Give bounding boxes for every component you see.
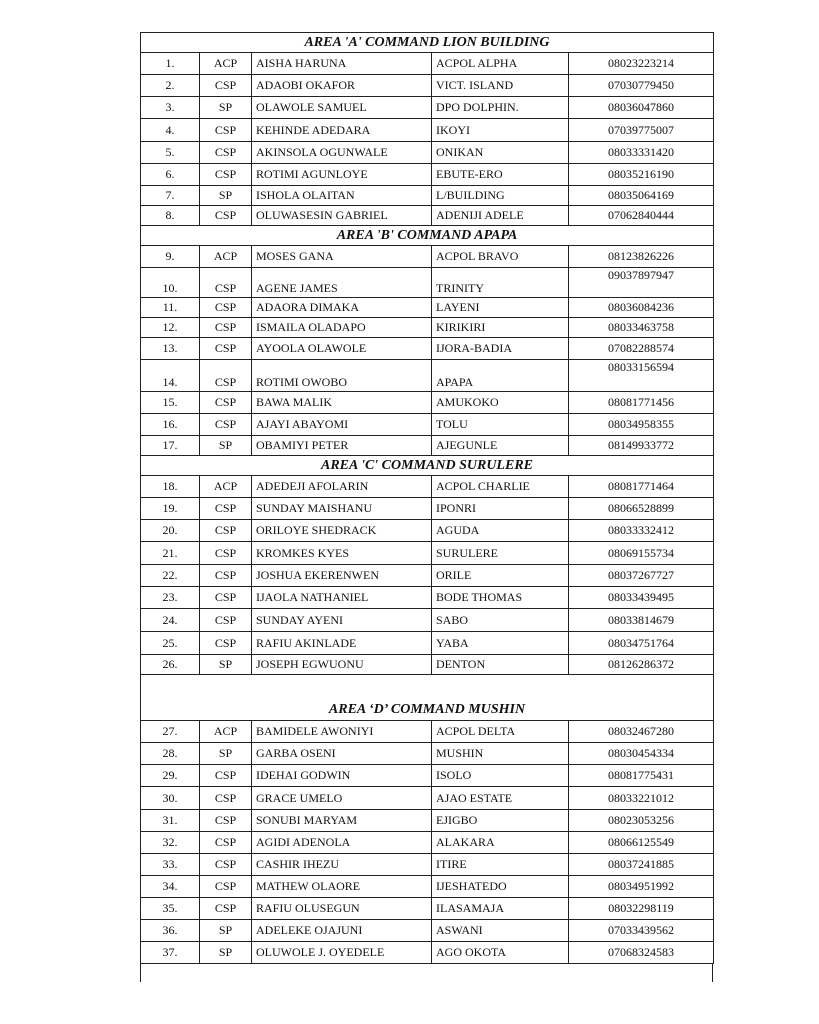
rank-cell: CSP: [200, 609, 252, 632]
rank-cell: CSP: [200, 898, 252, 920]
serial-number-cell: 37.: [141, 942, 200, 964]
station-cell: DPO DOLPHIN.: [432, 97, 569, 119]
phone-number-cell: 07039775007: [569, 119, 714, 142]
phone-number-cell: 08032467280: [569, 721, 714, 743]
rank-cell: ACP: [200, 53, 252, 75]
officer-name-cell: ADAORA DIMAKA: [252, 298, 432, 318]
rank-cell: ACP: [200, 476, 252, 498]
rank-cell: CSP: [200, 206, 252, 226]
table-row: [141, 587, 714, 609]
phone-number-cell: 07068324583: [569, 942, 714, 964]
table-row: [141, 810, 714, 832]
officer-name-cell: RAFIU OLUSEGUN: [252, 898, 432, 920]
serial-number-cell: 29.: [141, 765, 200, 787]
rank-cell: ACP: [200, 246, 252, 268]
rank-cell: SP: [200, 655, 252, 675]
serial-number-cell: 27.: [141, 721, 200, 743]
officer-name-cell: ROTIMI AGUNLOYE: [252, 164, 432, 186]
phone-number-cell: 08034951992: [569, 876, 714, 898]
rank-cell: CSP: [200, 876, 252, 898]
phone-number-cell: 08037241885: [569, 854, 714, 876]
phone-number-cell: 08123826226: [569, 246, 714, 268]
station-cell: ACPOL ALPHA: [432, 53, 569, 75]
serial-number-cell: 36.: [141, 920, 200, 942]
serial-number-cell: 16.: [141, 414, 200, 436]
serial-number-cell: 5.: [141, 142, 200, 164]
table-row: [141, 97, 714, 119]
phone-number-cell: 08126286372: [569, 655, 714, 675]
phone-number-cell: 08023053256: [569, 810, 714, 832]
station-cell: ACPOL DELTA: [432, 721, 569, 743]
roster-table: [140, 32, 714, 964]
serial-number-cell: 9.: [141, 246, 200, 268]
rank-cell: CSP: [200, 164, 252, 186]
section-title: AREA ‘D’ COMMAND MUSHIN: [141, 675, 714, 721]
phone-number-cell: 08033814679: [569, 609, 714, 632]
rank-cell: CSP: [200, 498, 252, 520]
rank-cell: SP: [200, 186, 252, 206]
phone-number-cell: 08032298119: [569, 898, 714, 920]
station-cell: LAYENI: [432, 298, 569, 318]
rank-cell: CSP: [200, 587, 252, 609]
serial-number-cell: 23.: [141, 587, 200, 609]
serial-number-cell: 21.: [141, 542, 200, 565]
officer-name-cell: AGENE JAMES: [252, 268, 432, 298]
table-row: [141, 520, 714, 542]
officer-name-cell: ISHOLA OLAITAN: [252, 186, 432, 206]
station-cell: TRINITY: [432, 268, 569, 298]
officer-name-cell: OLUWASESIN GABRIEL: [252, 206, 432, 226]
rank-cell: CSP: [200, 632, 252, 655]
officer-name-cell: RAFIU AKINLADE: [252, 632, 432, 655]
rank-cell: CSP: [200, 414, 252, 436]
officer-name-cell: SONUBI MARYAM: [252, 810, 432, 832]
serial-number-cell: 17.: [141, 436, 200, 456]
station-cell: ASWANI: [432, 920, 569, 942]
table-row: [141, 186, 714, 206]
table-row: [141, 392, 714, 414]
rank-cell: CSP: [200, 542, 252, 565]
serial-number-cell: 26.: [141, 655, 200, 675]
officer-name-cell: GARBA OSENI: [252, 743, 432, 765]
rank-cell: CSP: [200, 142, 252, 164]
section-title: AREA 'B' COMMAND APAPA: [141, 226, 714, 246]
phone-number-cell: 07082288574: [569, 338, 714, 360]
officer-name-cell: AYOOLA OLAWOLE: [252, 338, 432, 360]
phone-number-cell: 08149933772: [569, 436, 714, 456]
rank-cell: SP: [200, 942, 252, 964]
table-row: [141, 246, 714, 268]
table-row: [141, 338, 714, 360]
section-title: AREA 'C' COMMAND SURULERE: [141, 456, 714, 476]
table-row: [141, 164, 714, 186]
phone-number-cell: 08035216190: [569, 164, 714, 186]
serial-number-cell: 11.: [141, 298, 200, 318]
station-cell: AMUKOKO: [432, 392, 569, 414]
rank-cell: SP: [200, 743, 252, 765]
officer-name-cell: OLUWOLE J. OYEDELE: [252, 942, 432, 964]
station-cell: ADENIJI ADELE: [432, 206, 569, 226]
rank-cell: CSP: [200, 392, 252, 414]
officer-name-cell: ADEDEJI AFOLARIN: [252, 476, 432, 498]
phone-number-cell: 08034958355: [569, 414, 714, 436]
station-cell: TOLU: [432, 414, 569, 436]
phone-number-cell: 08023223214: [569, 53, 714, 75]
station-cell: AGO OKOTA: [432, 942, 569, 964]
phone-number-cell: 08033463758: [569, 318, 714, 338]
phone-number-cell: 07030779450: [569, 75, 714, 97]
rank-cell: CSP: [200, 298, 252, 318]
serial-number-cell: 14.: [141, 360, 200, 392]
phone-number-cell: 08081771456: [569, 392, 714, 414]
table-row: [141, 476, 714, 498]
phone-number-cell: 07062840444: [569, 206, 714, 226]
officer-name-cell: IJAOLA NATHANIEL: [252, 587, 432, 609]
serial-number-cell: 34.: [141, 876, 200, 898]
table-row: [141, 75, 714, 97]
section-header-row: [141, 33, 714, 53]
serial-number-cell: 3.: [141, 97, 200, 119]
officer-name-cell: AKINSOLA OGUNWALE: [252, 142, 432, 164]
table-row: [141, 53, 714, 75]
serial-number-cell: 35.: [141, 898, 200, 920]
rank-cell: CSP: [200, 520, 252, 542]
table-row: [141, 436, 714, 456]
table-row: [141, 565, 714, 587]
station-cell: YABA: [432, 632, 569, 655]
phone-number-cell: 08066528899: [569, 498, 714, 520]
table-row: [141, 876, 714, 898]
serial-number-cell: 4.: [141, 119, 200, 142]
officer-name-cell: AISHA HARUNA: [252, 53, 432, 75]
station-cell: ACPOL CHARLIE: [432, 476, 569, 498]
station-cell: L/BUILDING: [432, 186, 569, 206]
officer-name-cell: ADELEKE OJAJUNI: [252, 920, 432, 942]
serial-number-cell: 2.: [141, 75, 200, 97]
command-roster-table: [140, 32, 713, 964]
table-row: [141, 268, 714, 298]
rank-cell: SP: [200, 436, 252, 456]
phone-number-cell: 08034751764: [569, 632, 714, 655]
table-row: [141, 119, 714, 142]
officer-name-cell: BAWA MALIK: [252, 392, 432, 414]
serial-number-cell: 31.: [141, 810, 200, 832]
officer-name-cell: ADAOBI OKAFOR: [252, 75, 432, 97]
section-header-row: [141, 226, 714, 246]
officer-name-cell: ISMAILA OLADAPO: [252, 318, 432, 338]
phone-number-cell: 07033439562: [569, 920, 714, 942]
section-header-row: [141, 456, 714, 476]
rank-cell: CSP: [200, 832, 252, 854]
serial-number-cell: 10.: [141, 268, 200, 298]
station-cell: ALAKARA: [432, 832, 569, 854]
station-cell: AJEGUNLE: [432, 436, 569, 456]
station-cell: SABO: [432, 609, 569, 632]
rank-cell: SP: [200, 97, 252, 119]
station-cell: IPONRI: [432, 498, 569, 520]
serial-number-cell: 20.: [141, 520, 200, 542]
officer-name-cell: CASHIR IHEZU: [252, 854, 432, 876]
section-header-row: [141, 675, 714, 721]
phone-number-cell: 08037267727: [569, 565, 714, 587]
table-row: [141, 898, 714, 920]
serial-number-cell: 24.: [141, 609, 200, 632]
station-cell: EJIGBO: [432, 810, 569, 832]
table-row: [141, 743, 714, 765]
phone-number-cell: 08033156594: [569, 360, 714, 392]
rank-cell: CSP: [200, 810, 252, 832]
serial-number-cell: 22.: [141, 565, 200, 587]
table-row: [141, 942, 714, 964]
station-cell: ITIRE: [432, 854, 569, 876]
phone-number-cell: 08069155734: [569, 542, 714, 565]
serial-number-cell: 15.: [141, 392, 200, 414]
phone-number-cell: 08081771464: [569, 476, 714, 498]
officer-name-cell: MOSES GANA: [252, 246, 432, 268]
phone-number-cell: 08081775431: [569, 765, 714, 787]
officer-name-cell: KEHINDE ADEDARA: [252, 119, 432, 142]
phone-number-cell: 09037897947: [569, 268, 714, 298]
rank-cell: ACP: [200, 721, 252, 743]
station-cell: EBUTE-ERO: [432, 164, 569, 186]
officer-name-cell: JOSHUA EKERENWEN: [252, 565, 432, 587]
officer-name-cell: IDEHAI GODWIN: [252, 765, 432, 787]
serial-number-cell: 32.: [141, 832, 200, 854]
table-row: [141, 142, 714, 164]
serial-number-cell: 6.: [141, 164, 200, 186]
serial-number-cell: 13.: [141, 338, 200, 360]
rank-cell: CSP: [200, 765, 252, 787]
table-row: [141, 765, 714, 787]
station-cell: ACPOL BRAVO: [432, 246, 569, 268]
officer-name-cell: SUNDAY AYENI: [252, 609, 432, 632]
rank-cell: CSP: [200, 565, 252, 587]
phone-number-cell: 08033221012: [569, 787, 714, 810]
officer-name-cell: KROMKES KYES: [252, 542, 432, 565]
station-cell: AJAO ESTATE: [432, 787, 569, 810]
rank-cell: SP: [200, 920, 252, 942]
table-row: [141, 414, 714, 436]
rank-cell: CSP: [200, 119, 252, 142]
officer-name-cell: JOSEPH EGWUONU: [252, 655, 432, 675]
phone-number-cell: 08036047860: [569, 97, 714, 119]
table-row: [141, 832, 714, 854]
table-row: [141, 854, 714, 876]
serial-number-cell: 33.: [141, 854, 200, 876]
table-row: [141, 609, 714, 632]
table-row: [141, 787, 714, 810]
station-cell: VICT. ISLAND: [432, 75, 569, 97]
serial-number-cell: 1.: [141, 53, 200, 75]
officer-name-cell: AGIDI ADENOLA: [252, 832, 432, 854]
officer-name-cell: ROTIMI OWOBO: [252, 360, 432, 392]
table-row: [141, 206, 714, 226]
station-cell: IJESHATEDO: [432, 876, 569, 898]
serial-number-cell: 18.: [141, 476, 200, 498]
rank-cell: CSP: [200, 338, 252, 360]
table-row: [141, 721, 714, 743]
serial-number-cell: 28.: [141, 743, 200, 765]
station-cell: ORILE: [432, 565, 569, 587]
rank-cell: CSP: [200, 787, 252, 810]
table-row: [141, 498, 714, 520]
station-cell: DENTON: [432, 655, 569, 675]
phone-number-cell: 08030454334: [569, 743, 714, 765]
rank-cell: CSP: [200, 318, 252, 338]
station-cell: MUSHIN: [432, 743, 569, 765]
serial-number-cell: 25.: [141, 632, 200, 655]
serial-number-cell: 7.: [141, 186, 200, 206]
station-cell: SURULERE: [432, 542, 569, 565]
rank-cell: CSP: [200, 360, 252, 392]
table-row: [141, 542, 714, 565]
station-cell: IKOYI: [432, 119, 569, 142]
table-row: [141, 655, 714, 675]
table-continuation: [140, 964, 713, 982]
station-cell: ONIKAN: [432, 142, 569, 164]
serial-number-cell: 30.: [141, 787, 200, 810]
officer-name-cell: GRACE UMELO: [252, 787, 432, 810]
station-cell: APAPA: [432, 360, 569, 392]
station-cell: ISOLO: [432, 765, 569, 787]
section-title: AREA 'A' COMMAND LION BUILDING: [141, 33, 714, 53]
rank-cell: CSP: [200, 854, 252, 876]
officer-name-cell: OBAMIYI PETER: [252, 436, 432, 456]
station-cell: IJORA-BADIA: [432, 338, 569, 360]
rank-cell: CSP: [200, 75, 252, 97]
phone-number-cell: 08036084236: [569, 298, 714, 318]
station-cell: KIRIKIRI: [432, 318, 569, 338]
station-cell: ILASAMAJA: [432, 898, 569, 920]
rank-cell: CSP: [200, 268, 252, 298]
table-row: [141, 318, 714, 338]
station-cell: AGUDA: [432, 520, 569, 542]
phone-number-cell: 08066125549: [569, 832, 714, 854]
table-row: [141, 632, 714, 655]
officer-name-cell: BAMIDELE AWONIYI: [252, 721, 432, 743]
officer-name-cell: MATHEW OLAORE: [252, 876, 432, 898]
officer-name-cell: AJAYI ABAYOMI: [252, 414, 432, 436]
table-row: [141, 920, 714, 942]
officer-name-cell: ORILOYE SHEDRACK: [252, 520, 432, 542]
serial-number-cell: 19.: [141, 498, 200, 520]
serial-number-cell: 8.: [141, 206, 200, 226]
serial-number-cell: 12.: [141, 318, 200, 338]
roster-body: [141, 33, 714, 964]
phone-number-cell: 08035064169: [569, 186, 714, 206]
station-cell: BODE THOMAS: [432, 587, 569, 609]
phone-number-cell: 08033332412: [569, 520, 714, 542]
phone-number-cell: 08033331420: [569, 142, 714, 164]
officer-name-cell: OLAWOLE SAMUEL: [252, 97, 432, 119]
table-row: [141, 360, 714, 392]
table-row: [141, 298, 714, 318]
phone-number-cell: 08033439495: [569, 587, 714, 609]
officer-name-cell: SUNDAY MAISHANU: [252, 498, 432, 520]
